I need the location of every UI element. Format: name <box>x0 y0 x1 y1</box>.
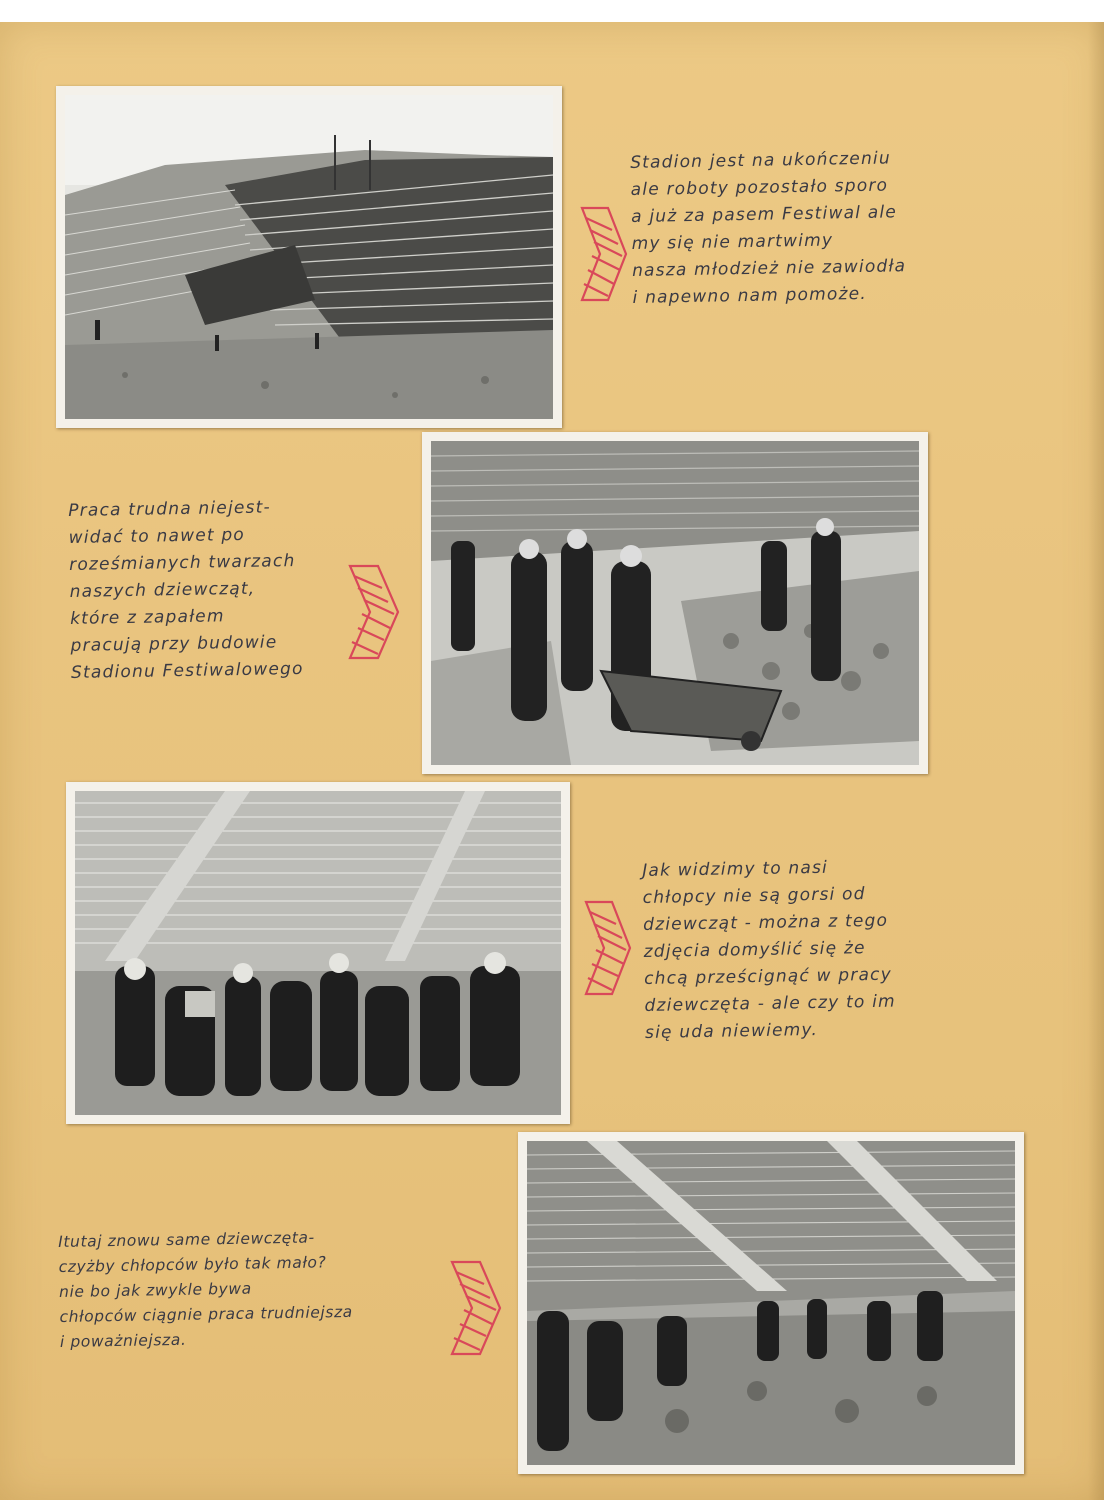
caption-girls <box>68 494 304 687</box>
caption-line: zdjęcia domyślić się że <box>643 938 866 962</box>
red-pencil-arrow-icon <box>448 1256 504 1362</box>
red-pencil-arrow-icon <box>346 560 402 666</box>
caption-line: Praca trudna niejest- <box>68 497 272 521</box>
caption-line: dziewcząt - można z tego <box>642 910 889 935</box>
photo-boys-shoveling <box>66 782 570 1124</box>
caption-line: Stadionu Festiwalowego <box>70 658 304 683</box>
caption-line: a już za pasem Festiwal ale <box>630 202 898 227</box>
photo-girls-wheelbarrow-image <box>431 441 919 765</box>
caption-line: które z zapałem <box>69 606 225 629</box>
caption-line: chłopcy nie są gorsi od <box>642 884 866 908</box>
caption-line: i poważniejsza. <box>59 1330 187 1351</box>
caption-line: widać to nawet po <box>68 524 246 548</box>
caption-line: chcą prześcignąć w pracy <box>643 964 893 989</box>
caption-line: i napewno nam pomoże. <box>632 283 868 308</box>
caption-line: Jak widzimy to nasi <box>642 857 829 881</box>
caption-line: pracują przy budowie <box>70 632 278 656</box>
red-pencil-arrow-icon <box>578 200 630 308</box>
caption-girls-again <box>58 1225 353 1355</box>
photo-girls-rubble <box>518 1132 1024 1474</box>
caption-line: nie bo jak zwykle bywa <box>58 1279 252 1301</box>
caption-line: nasza młodzież nie zawiodła <box>631 256 907 281</box>
photo-girls-rubble-image <box>527 1141 1015 1465</box>
photo-girls-wheelbarrow <box>422 432 928 774</box>
photo-stadium-construction <box>56 86 562 428</box>
caption-line: my się nie martwimy <box>631 230 834 254</box>
photo-boys-shoveling-image <box>75 791 561 1115</box>
caption-line: naszych dziewcząt, <box>69 578 256 602</box>
caption-boys <box>642 854 897 1047</box>
red-pencil-arrow-icon <box>582 896 634 1002</box>
caption-line: się uda niewiemy. <box>644 1019 819 1043</box>
caption-line: roześmianych twarzach <box>68 551 296 575</box>
caption-line: czyżby chłopców było tak mało? <box>58 1253 327 1276</box>
caption-stadium <box>630 145 907 312</box>
caption-line: Itutaj znowu same dziewczęta- <box>58 1228 315 1251</box>
caption-line: Stadion jest na ukończeniu <box>630 148 892 173</box>
photo-stadium-construction-image <box>65 95 553 419</box>
page-edge-shadow <box>1088 22 1104 1500</box>
caption-line: chłopców ciągnie praca trudniejsza <box>59 1302 353 1326</box>
caption-line: dziewczęta - ale czy to im <box>644 991 896 1016</box>
caption-line: ale roboty pozostało sporo <box>630 175 889 200</box>
